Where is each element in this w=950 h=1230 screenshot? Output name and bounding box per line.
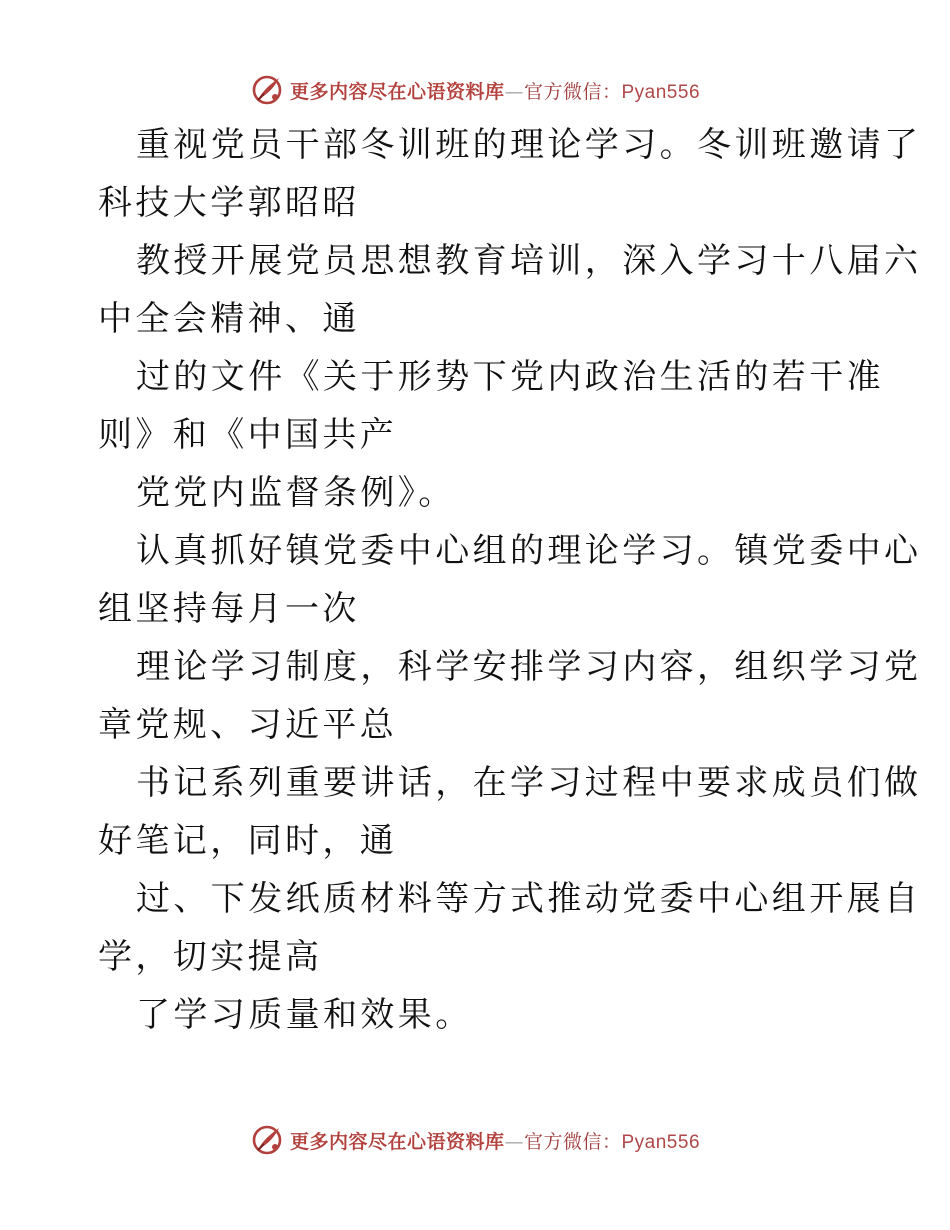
quill-pen-logo-icon (250, 1123, 284, 1157)
header-wechat-id: Pyan556 (621, 81, 701, 103)
text-line: 了学习质量和效果。 (136, 995, 473, 1035)
quill-pen-logo-icon (250, 73, 284, 107)
paragraph-8 (98, 870, 922, 986)
text-line: 学，切实提高 (98, 937, 323, 977)
footer-brand: 更多内容尽在心语资料库 (289, 1130, 505, 1153)
paragraph-7 (98, 754, 922, 870)
header-brand: 更多内容尽在心语资料库 (289, 80, 505, 103)
text-line: 理论学习制度，科学安排学习内容，组织学习党 (136, 647, 922, 687)
document-body (98, 116, 922, 1044)
paragraph-4 (98, 464, 858, 522)
paragraph-3 (98, 348, 884, 464)
text-line: 过的文件《关于形势下党内政治生活的若干准 (136, 357, 884, 397)
header-official-label: 官方微信： (523, 80, 622, 103)
paragraph-1 (98, 116, 922, 232)
text-line: 过、下发纸质材料等方式推动党委中心组开展自 (136, 879, 922, 919)
header-banner-text (290, 77, 700, 104)
paragraph-9 (98, 986, 858, 1044)
footer-banner (0, 1122, 950, 1158)
paragraph-2 (98, 232, 922, 348)
header-banner (0, 72, 950, 108)
text-line: 党党内监督条例》。 (136, 473, 456, 513)
text-line: 认真抓好镇党委中心组的理论学习。镇党委中心 (136, 531, 922, 571)
text-line: 书记系列重要讲话，在学习过程中要求成员们做 (136, 763, 922, 803)
text-line: 科技大学郭昭昭 (98, 183, 360, 223)
footer-separator: — (504, 1130, 524, 1153)
footer-banner-text (290, 1127, 700, 1154)
text-line: 教授开展党员思想教育培训，深入学习十八届六 (136, 241, 922, 281)
paragraph-5 (98, 522, 922, 638)
text-line: 重视党员干部冬训班的理论学习。冬训班邀请了 (136, 125, 922, 165)
text-line: 中全会精神、通 (98, 299, 360, 339)
paragraph-6 (98, 638, 922, 754)
text-line: 章党规、习近平总 (98, 705, 398, 745)
text-line: 则》和《中国共产 (98, 415, 398, 455)
footer-official-label: 官方微信： (523, 1130, 622, 1153)
text-line: 组坚持每月一次 (98, 589, 360, 629)
header-separator: — (504, 80, 524, 103)
footer-wechat-id: Pyan556 (621, 1131, 701, 1153)
text-line: 好笔记，同时，通 (98, 821, 398, 861)
